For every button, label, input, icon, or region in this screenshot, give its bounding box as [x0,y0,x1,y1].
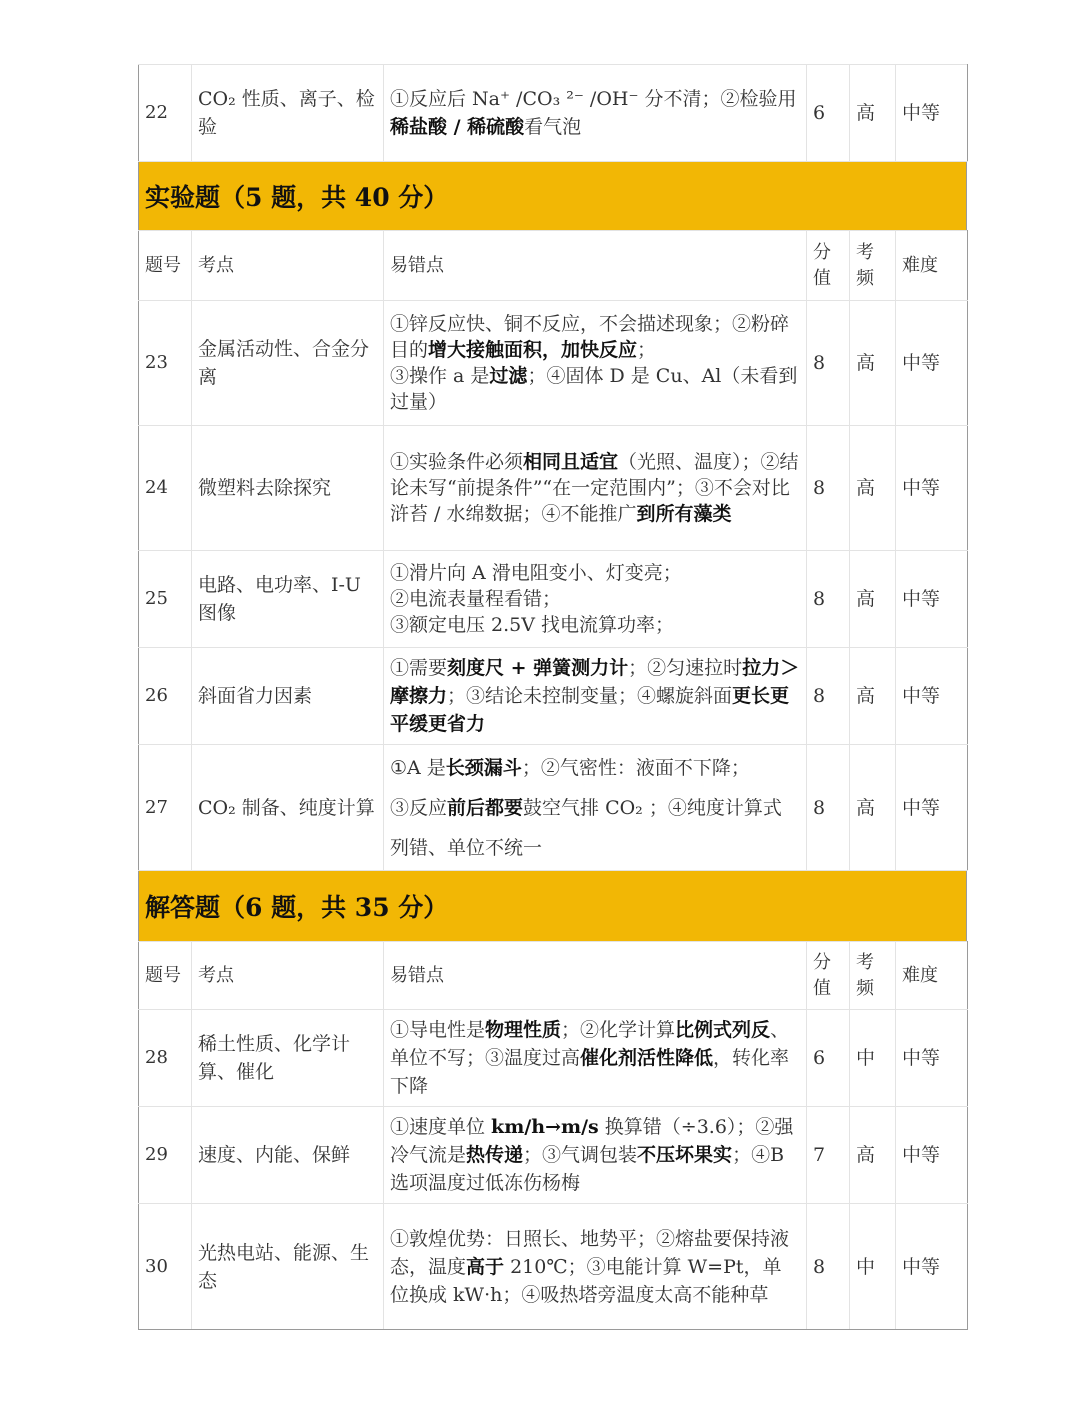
header-topic: 考点 [192,231,384,301]
error-points-cell: ①滑片向 A 滑电阻变小、灯变亮； ②电流表量程看错； ③额定电压 2.5V 找电流算功率； [384,551,807,648]
difficulty-cell: 中等 [896,1107,968,1204]
error-points-cell: ①敦煌优势：日照长、地势平；②熔盐要保持液态，温度高于 210℃；③电能计算 W=Pt，单位换成 kW·h；④吸热塔旁温度太高不能种草 [384,1204,807,1330]
score-cell: 6 [807,65,850,162]
table-lab [138,230,968,871]
table-row [139,551,968,648]
table-row [139,301,968,426]
error-points-cell: ①导电性是物理性质；②化学计算比例式列反、单位不写；③温度过高催化剂活性降低，转化率下降 [384,1010,807,1107]
header-difficulty: 难度 [896,231,968,301]
score-cell: 8 [807,551,850,648]
header-topic: 考点 [192,942,384,1010]
table-header-row [139,942,968,1010]
frequency-cell: 高 [850,426,896,551]
score-cell: 8 [807,426,850,551]
score-cell: 6 [807,1010,850,1107]
question-number: 28 [139,1010,192,1107]
header-errors: 易错点 [384,231,807,301]
difficulty-cell: 中等 [896,1010,968,1107]
difficulty-cell: 中等 [896,65,968,162]
exam-analysis-document [138,64,967,1330]
question-number: 29 [139,1107,192,1204]
topic-cell: 光热电站、能源、生态 [192,1204,384,1330]
difficulty-cell: 中等 [896,426,968,551]
frequency-cell: 高 [850,65,896,162]
topic-cell: 微塑料去除探究 [192,426,384,551]
frequency-cell: 高 [850,648,896,745]
difficulty-cell: 中等 [896,648,968,745]
frequency-cell: 高 [850,301,896,426]
difficulty-cell: 中等 [896,745,968,871]
error-points-cell: ①反应后 Na⁺ /CO₃ ²⁻ /OH⁻ 分不清；②检验用稀盐酸 / 稀硫酸看气泡 [384,65,807,162]
frequency-cell: 高 [850,551,896,648]
difficulty-cell: 中等 [896,551,968,648]
header-no: 题号 [139,942,192,1010]
table-row [139,426,968,551]
header-score: 分值 [807,231,850,301]
table-row [139,1010,968,1107]
topic-cell: 速度、内能、保鲜 [192,1107,384,1204]
question-number: 30 [139,1204,192,1330]
table-row [139,1107,968,1204]
header-frequency: 考频 [850,942,896,1010]
difficulty-cell: 中等 [896,1204,968,1330]
frequency-cell: 中 [850,1204,896,1330]
section-title: 实验题（5 题，共 40 分） [145,183,449,212]
header-errors: 易错点 [384,942,807,1010]
frequency-cell: 高 [850,745,896,871]
error-points-cell: ①锌反应快、铜不反应，不会描述现象；②粉碎目的增大接触面积，加快反应； ③操作 a 是过滤；④固体 D 是 Cu、Al（未看到过量） [384,301,807,426]
topic-cell: 金属活动性、合金分离 [192,301,384,426]
question-number: 22 [139,65,192,162]
score-cell: 8 [807,1204,850,1330]
score-cell: 8 [807,648,850,745]
frequency-cell: 高 [850,1107,896,1204]
error-points-cell: ①需要刻度尺 + 弹簧测力计；②匀速拉时拉力＞摩擦力；③结论未控制变量；④螺旋斜面更长更平缓更省力 [384,648,807,745]
score-cell: 8 [807,301,850,426]
table-solve [138,941,968,1330]
score-cell: 7 [807,1107,850,1204]
score-cell: 8 [807,745,850,871]
topic-cell: CO₂ 制备、纯度计算 [192,745,384,871]
question-number: 25 [139,551,192,648]
section-title: 解答题（6 题，共 35 分） [145,893,449,922]
header-no: 题号 [139,231,192,301]
topic-cell: 电路、电功率、I-U 图像 [192,551,384,648]
table-row [139,745,968,871]
frequency-cell: 中 [850,1010,896,1107]
header-difficulty: 难度 [896,942,968,1010]
question-number: 27 [139,745,192,871]
table-row [139,648,968,745]
error-points-cell: ①实验条件必须相同且适宜（光照、温度）；②结论未写“前提条件”“在一定范围内”；③不会对比浒苔 / 水绵数据；④不能推广到所有藻类 [384,426,807,551]
section-header-solve [138,871,967,941]
topic-cell: 斜面省力因素 [192,648,384,745]
header-score: 分值 [807,942,850,1010]
error-points-cell: ①A 是长颈漏斗；②气密性：液面不下降； ③反应前后都要鼓空气排 CO₂ ；④纯度计算式列错、单位不统一 [384,745,807,871]
table-row [139,1204,968,1330]
topic-cell: CO₂ 性质、离子、检验 [192,65,384,162]
section-header-lab [138,162,967,230]
error-points-cell: ①速度单位 km/h→m/s 换算错（÷3.6）；②强冷气流是热传递；③气调包装不压坏果实；④B 选项温度过低冻伤杨梅 [384,1107,807,1204]
table-header-row [139,231,968,301]
question-number: 24 [139,426,192,551]
table-row [139,65,968,162]
header-frequency: 考频 [850,231,896,301]
question-number: 26 [139,648,192,745]
table-top-continuation [138,64,968,162]
topic-cell: 稀土性质、化学计算、催化 [192,1010,384,1107]
question-number: 23 [139,301,192,426]
difficulty-cell: 中等 [896,301,968,426]
